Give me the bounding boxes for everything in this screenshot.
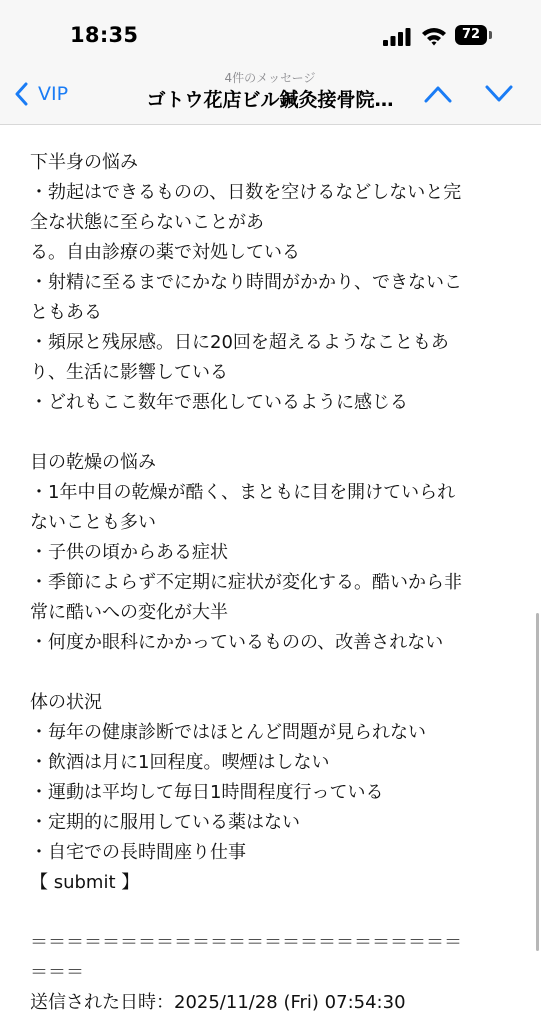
previous-message-button[interactable] bbox=[423, 84, 453, 104]
back-label: VIP bbox=[38, 83, 69, 105]
body-line: ・1年中目の乾燥が酷く、まともに目を開けていられ bbox=[30, 482, 456, 503]
body-line: 常に酷いへの変化が大半 bbox=[30, 602, 228, 623]
cellular-signal-icon bbox=[383, 28, 411, 46]
message-count: 4件のメッセージ bbox=[224, 71, 316, 85]
body-line: ・定期的に服用している薬はない bbox=[30, 812, 300, 833]
status-time: 18:35 bbox=[70, 23, 139, 47]
body-line: る。自由診療の薬で対処している bbox=[30, 242, 300, 263]
body-line: ・どれもここ数年で悪化しているように感じる bbox=[30, 392, 408, 413]
body-line: ・運動は平均して毎日1時間程度行っている bbox=[30, 782, 384, 803]
battery-icon: 72 bbox=[455, 25, 487, 45]
body-line: ・飲酒は月に1回程度。喫煙はしない bbox=[30, 752, 330, 773]
body-line: ・自宅での長時間座り仕事 bbox=[30, 842, 246, 863]
body-line: 体の状況 bbox=[30, 692, 102, 713]
body-line: ・勃起はできるものの、日数を空けるなどしないと完 bbox=[30, 182, 462, 203]
chevron-left-icon bbox=[14, 82, 28, 106]
sent-datetime: 送信された日時：2025/11/28 (Fri) 07:54:30 bbox=[30, 992, 406, 1013]
blank-line bbox=[30, 898, 515, 928]
body-line: ・頻尿と残尿感。日に20回を超えるようなこともあ bbox=[30, 332, 449, 353]
mail-nav-bar bbox=[0, 64, 541, 125]
next-message-button[interactable] bbox=[484, 84, 514, 104]
body-line: 目の乾燥の悩み bbox=[30, 452, 156, 473]
blank-line bbox=[30, 658, 515, 688]
body-line: 全な状態に至らないことがあ bbox=[30, 212, 264, 233]
separator-line: ＝＝＝＝＝＝＝＝＝＝＝＝＝＝＝＝＝＝＝＝＝＝＝＝ bbox=[30, 932, 462, 953]
body-line: ・何度か眼科にかかっているものの、改善されない bbox=[30, 632, 444, 653]
body-line: ないことも多い bbox=[30, 512, 156, 533]
body-line: ・毎年の健康診断ではほとんど問題が見られない bbox=[30, 722, 426, 743]
mail-title: ゴトウ花店ビル鍼灸接骨院… bbox=[146, 89, 394, 111]
body-line: ・季節によらず不定期に症状が変化する。酷いから非 bbox=[30, 572, 462, 593]
body-line: ・子供の頃からある症状 bbox=[30, 542, 228, 563]
battery-nub bbox=[489, 31, 492, 39]
body-line: 下半身の悩み bbox=[30, 152, 138, 173]
scroll-indicator[interactable] bbox=[536, 613, 539, 951]
status-bar bbox=[0, 0, 541, 64]
wifi-icon bbox=[421, 26, 447, 46]
body-line: ・射精に至るまでにかなり時間がかかり、できないこ bbox=[30, 272, 462, 293]
body-line: 【 submit 】 bbox=[30, 872, 140, 893]
separator-line: ＝＝＝ bbox=[30, 962, 84, 983]
blank-line bbox=[30, 418, 515, 448]
mail-body bbox=[30, 148, 515, 1018]
body-line: ともある bbox=[30, 302, 102, 323]
back-button[interactable] bbox=[14, 82, 68, 106]
body-line: り、生活に影響している bbox=[30, 362, 228, 383]
